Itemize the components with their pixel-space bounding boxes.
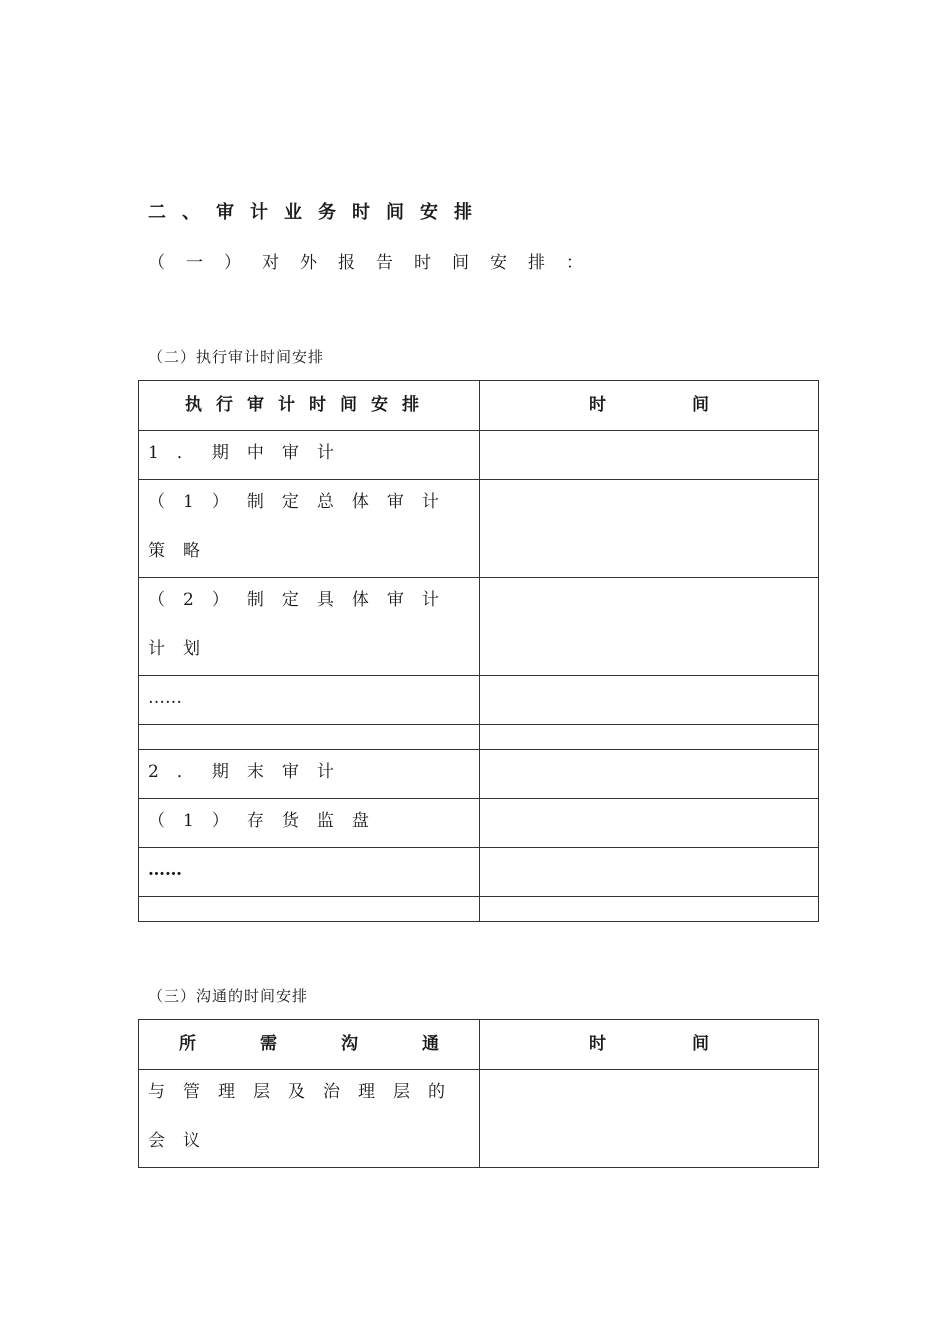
table-row — [139, 848, 819, 897]
row-label — [139, 897, 480, 922]
row-label: 2．期末审计 — [148, 762, 352, 782]
row-time-cell[interactable] — [480, 750, 819, 799]
row-time-cell[interactable] — [480, 578, 819, 676]
row-label: …… — [148, 860, 182, 880]
header-comm-char2: 需 — [260, 1034, 277, 1054]
subheading-external-report: （一）对外报告时间安排： — [148, 253, 604, 273]
table-row — [139, 1070, 819, 1168]
row-time-cell[interactable] — [480, 480, 819, 578]
row-time-cell[interactable] — [480, 676, 819, 725]
row-label: （1）制定总体审计策略 — [148, 492, 457, 561]
audit-schedule-table — [138, 380, 819, 922]
row-label: …… — [148, 688, 182, 708]
row-time-cell[interactable] — [480, 1070, 819, 1168]
table-row — [139, 480, 819, 578]
row-label: （1）存货监盘 — [148, 811, 387, 831]
row-time-cell[interactable] — [480, 848, 819, 897]
row-time-cell[interactable] — [480, 725, 819, 750]
table-row-empty — [139, 897, 819, 922]
header-col-task: 执行审计时间安排 — [185, 395, 433, 415]
row-label: 1．期中审计 — [148, 443, 352, 463]
row-time-cell[interactable] — [480, 431, 819, 480]
header-time-char2: 间 — [692, 395, 709, 415]
row-label: 与管理层及治理层的会议 — [148, 1082, 463, 1151]
header-comm-char4: 通 — [422, 1034, 439, 1054]
header-col-time — [480, 381, 818, 429]
header-time-char1: 时 — [589, 395, 606, 415]
section-heading: 二、审计业务时间安排 — [148, 202, 488, 223]
communication-schedule-table — [138, 1019, 819, 1168]
caption-audit-schedule: （二）执行审计时间安排 — [148, 348, 325, 366]
row-time-cell[interactable] — [480, 799, 819, 848]
row-label: （2）制定具体审计计划 — [148, 590, 457, 659]
header-time-char2: 间 — [692, 1034, 709, 1054]
header-comm-char1: 所 — [179, 1034, 196, 1054]
table-row — [139, 676, 819, 725]
header-col-time — [480, 1020, 818, 1068]
header-col-communication — [139, 1020, 479, 1068]
table-row — [139, 578, 819, 676]
caption-communication-schedule: （三）沟通的时间安排 — [148, 987, 309, 1005]
row-time-cell[interactable] — [480, 897, 819, 922]
header-time-char1: 时 — [589, 1034, 606, 1054]
header-comm-char3: 沟 — [341, 1034, 358, 1054]
